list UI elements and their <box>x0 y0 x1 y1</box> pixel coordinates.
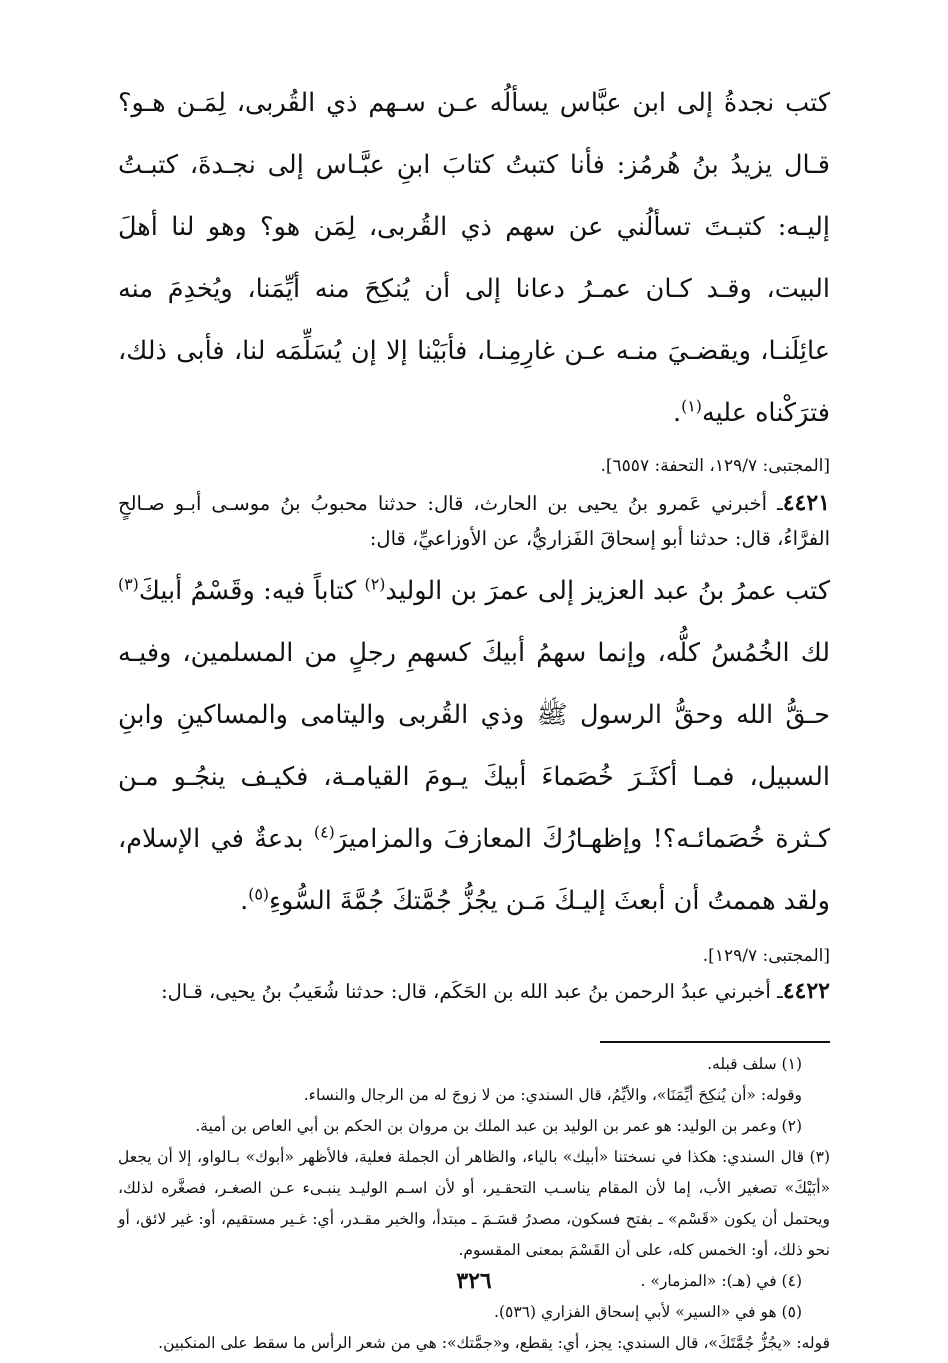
period: . <box>672 398 682 428</box>
period: . <box>240 886 249 916</box>
hadith-text-paragraph-2 <box>118 560 830 932</box>
footnote-5: (٥) هو في «السير» لأبي إسحاق الفزاري (٥٣٦). <box>494 1303 802 1321</box>
footnotes <box>118 1049 830 1359</box>
hadith-chain-4421 <box>118 486 830 556</box>
footnote-1: (١) سلف قبله. <box>707 1055 802 1073</box>
footnote-marker: (٤) <box>313 822 335 842</box>
hadith-text: بدعةٌ في الإسلام، ولقد هممتُ أن أبعثَ إليـكَ مَـن يجُزُّ جُمَّتكَ جُمَّةَ السُّوءِ <box>118 824 830 916</box>
footnote-marker: (٢) <box>364 574 386 594</box>
hadith-number: ٤٤٢٢ <box>782 978 830 1004</box>
footnote-5-comment: قوله: «يجُزُّ جُمَّتَكَ»، قال السندي: يجز، أي: يقطع، و«جمَّتك»: هي من شعر الرأس ما سقط على المنكبين. <box>158 1334 830 1352</box>
reference-citation: [المجتبى: ١٢٩/٧، التحفة: ٦٥٥٧]. <box>600 456 830 476</box>
hadith-number: ٤٤٢١ <box>782 490 830 516</box>
hadith-text: كتاباً فيه: وقَسْمُ أبيكَ <box>138 576 365 606</box>
footnote-3: (٣) قال السندي: هكذا في نسختنا «أبيك» بالياء، والظاهر أن الجملة فعلية، فالأظهر «أبوك» بـالواو، إلا أن يجعل «أبَيْكَ» تصغير الأب، إما لأن المقام يناسـب التحقـير، أو لأن اسـم الوليـد ينبـىء عـن الصغـر، فصغَّره لذلك، ويحتمل أن يكون «قَسْم» ـ بفتح فسكون، مصدرُ قسَـمَ ـ مبتدأ، والخبر مقـدر، أي: غـير مستقيم، أو: غير لائق، أو نحو ذلك، أو: الخمس كله، على أن القَسْمَ بمعنى المقسوم. <box>118 1148 830 1259</box>
hadith-text-paragraph <box>118 72 830 444</box>
hadith-text: كتب نجدةُ إلى ابن عبَّاس يسألُه عـن سـهم ذي القُربى، لِمَـن هـو؟ قـال يزيدُ بنُ هُرمُز: فأنا كتبتُ كتابَ ابنِ عبَّـاس إلى نجـدةَ، كتبـتُ إليـه: كتبـتَ تسألُني عن سهم ذي القُربى، لِمَن هو؟ وهو لنا أهلَ البيت، وقـد كـان عمـرُ دعانا إلى أن يُنكِحَ منه أيِّمَنا، ويُخدِمَ منه عائِلَنـا، ويقضـيَ منـه عـن غارِمِنـا، فأبَيْنا إلا إن يُسَلِّمَه لنا، فأبى ذلك، فترَكْناه عليه <box>118 88 830 428</box>
book-page <box>118 62 830 1352</box>
hadith-text: لك الخُمُسُ كلُّه، وإنما سهمُ أبيكَ كسهمِ رجلٍ من المسلمين، وفيـه حـقُّ الله وحقُّ الرسول ﷺ وذي القُربى واليتامى والمساكينِ وابنِ السبيل، فمـا أكثَـرَ خُصَماءَ أبيكَ يـومَ القيامـة، فكيـف ينجُـو مـن كـثرة خُصَمائـه؟! وإظهـارُكَ المعازفَ والمزاميرَ <box>118 638 830 854</box>
footnote-marker: (٥) <box>248 884 270 904</box>
isnad-text: ـ أخبرني عبدُ الرحمن بنُ عبد الله بن الحَكَم، قال: حدثنا شُعَيبُ بنُ يحيى، قـال: <box>161 980 783 1003</box>
footnote-marker: (١) <box>681 396 702 416</box>
footnote-separator <box>600 1041 830 1043</box>
footnote-marker: (٣) <box>118 574 139 594</box>
footnote-4: (٤) في (هـ): «المزمار» . <box>640 1272 802 1290</box>
isnad-text: ـ أخبرني عَمرو بنُ يحيى بن الحارث، قال: حدثنا محبوبُ بنُ موسـى أبـو صـالحٍ الفرَّاءُ، قال: حدثنا أبو إسحاقَ الفَزاريُّ، عن الأوزاعيِّ، قال: <box>118 492 830 550</box>
reference-citation-2: [المجتبى: ١٢٩/٧]. <box>702 946 830 966</box>
hadith-text: كتب عمرُ بنُ عبد العزيز إلى عمرَ بن الوليد <box>385 576 830 606</box>
hadith-chain-4422 <box>118 974 830 1009</box>
footnote-2: (٢) وعمر بن الوليد: هو عمر بن الوليد بن عبد الملك بن مروان بن الحكم بن أبي العاص بن أمية. <box>195 1117 802 1135</box>
footnote-1-comment: وقوله: «أن يُنكِحَ أيِّمَنَا»، والأيِّمُ، قال السندي: من لا زوجَ له من الرجال والنساء. <box>303 1086 802 1104</box>
page-number: ٣٢٦ <box>456 1268 492 1294</box>
